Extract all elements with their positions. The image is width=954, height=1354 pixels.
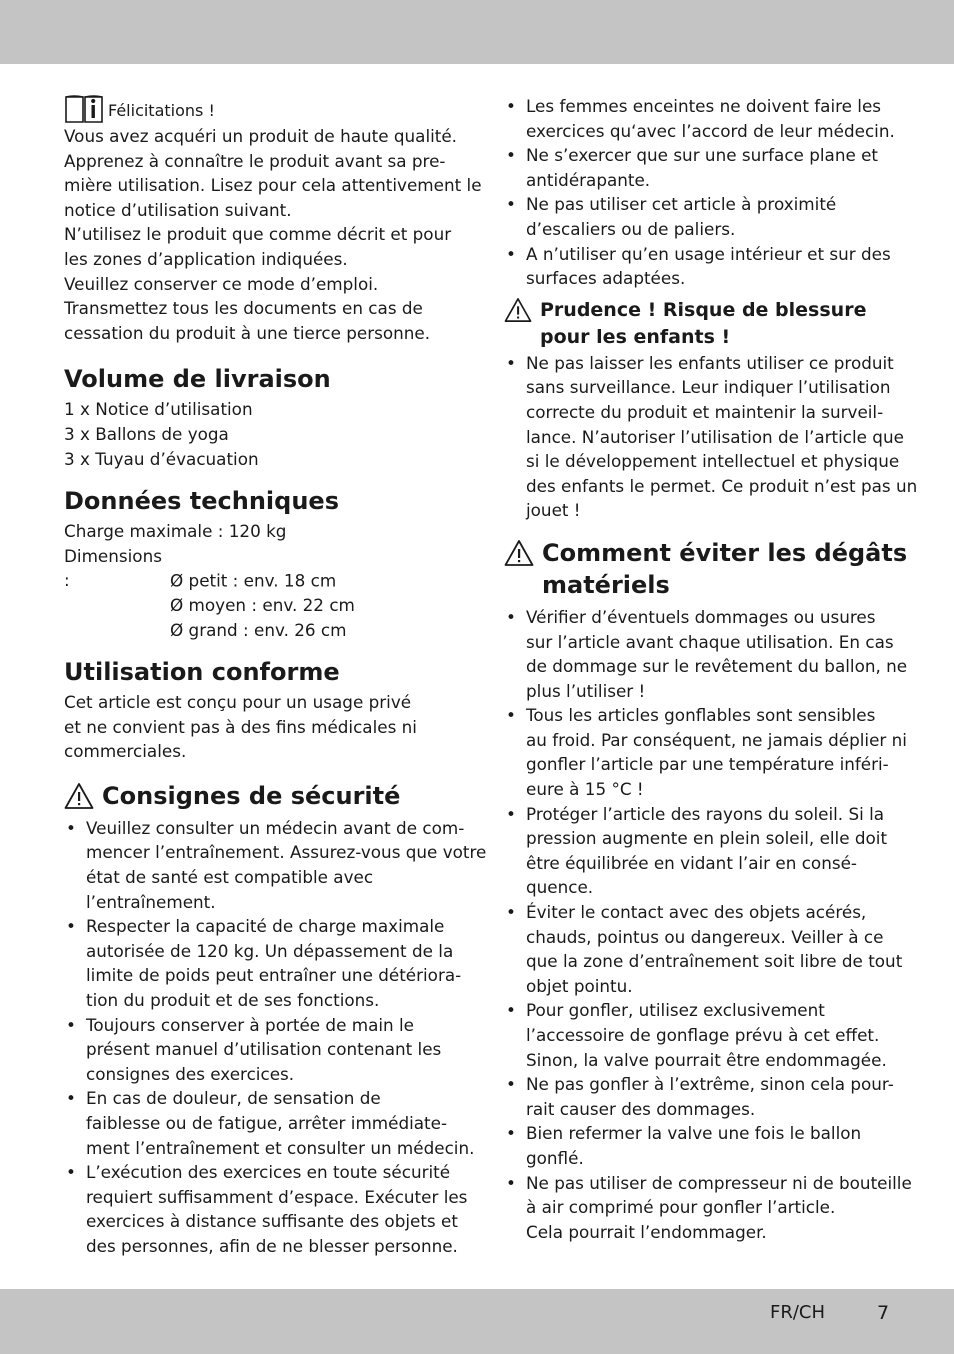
- text-line: N’utilisez le produit que comme décrit et pour: [64, 224, 452, 245]
- safety-list-continued: [504, 94, 894, 291]
- safety-item: [504, 94, 894, 143]
- text-line: Sinon, la valve pourrait être endommagée.: [526, 1049, 887, 1070]
- text-line: d’escaliers ou de paliers.: [526, 218, 736, 239]
- text-line: jouet !: [526, 500, 581, 521]
- children-title: Prudence ! Risque de blessure pour les enfants !: [540, 298, 867, 348]
- damage-item: [504, 998, 894, 1072]
- safety-item: [64, 914, 462, 1012]
- tech-dim-medium: Ø moyen : env. 22 cm: [170, 594, 355, 615]
- safety-item: [504, 143, 894, 192]
- warning-icon: [504, 297, 532, 323]
- text-line: • Ne s’exercer que sur une surface plane et: [526, 145, 879, 166]
- text-line: exercices à distance suffisante des objets et: [86, 1211, 458, 1232]
- text-line: • Protéger l’article des rayons du soleil. Si la: [526, 803, 885, 824]
- page-number: 7: [877, 1302, 890, 1324]
- text-line: à air comprimé pour gonfler l’article.: [526, 1197, 836, 1218]
- safety-item: [64, 1160, 468, 1258]
- text-line: antidérapante.: [526, 169, 651, 190]
- text-line: objet pointu.: [526, 975, 633, 996]
- text-line: • L’exécution des exercices en toute sécurité: [86, 1162, 451, 1183]
- text-line: • Ne pas gonfler à l’extrême, sinon cela pour-: [526, 1074, 894, 1095]
- text-line: • Respecter la capacité de charge maximale: [86, 916, 445, 937]
- damage-item: [504, 802, 894, 900]
- text-line: des enfants le permet. Ce produit n’est pas un: [526, 475, 918, 496]
- text-line: que la zone d’entraînement soit libre de tout: [526, 951, 903, 972]
- tech-load: Charge maximale : 120 kg: [64, 521, 287, 542]
- text-line: limite de poids peut entraîner une détériora-: [86, 965, 462, 986]
- safety-title: Consignes de sécurité: [102, 781, 401, 810]
- warning-icon: [64, 782, 94, 810]
- safety-heading: [64, 780, 456, 812]
- text-line: sur l’article avant chaque utilisation. En cas: [526, 631, 894, 652]
- damage-item: [504, 1171, 912, 1245]
- text-line: Cela pourrait l’endommager.: [526, 1221, 767, 1242]
- tech-dim-small: Ø petit : env. 18 cm: [170, 570, 337, 591]
- text-line: mière utilisation. Lisez pour cela attentivement le: [64, 175, 482, 196]
- manual-info-icon: [64, 94, 104, 124]
- tech-data: [64, 519, 456, 642]
- text-line: eure à 15 °C !: [526, 779, 644, 800]
- safety-item: [64, 1086, 475, 1160]
- safety-item: [64, 1013, 456, 1087]
- text-line: • Tous les articles gonflables sont sensibles: [526, 705, 876, 726]
- text-line: Transmettez tous les documents en cas de: [64, 298, 423, 319]
- intro-heading: [64, 94, 456, 124]
- delivery-title: Volume de livraison: [64, 365, 331, 394]
- text-line: être équilibrée en vidant l’air en consé-: [526, 852, 857, 873]
- text-line: • Toujours conserver à portée de main le: [86, 1014, 414, 1035]
- safety-item: [504, 192, 894, 241]
- text-line: surfaces adaptées.: [526, 268, 686, 289]
- text-line: tion du produit et de ses fonctions.: [86, 990, 380, 1011]
- text-line: sans surveillance. Leur indiquer l’utilisation: [526, 377, 891, 398]
- damage-list: [504, 605, 912, 1244]
- children-heading: [504, 297, 894, 351]
- text-line: 1 x Notice d’utilisation: [64, 399, 253, 420]
- damage-item: [504, 900, 903, 998]
- text-line: • En cas de douleur, de sensation de: [86, 1088, 381, 1109]
- damage-title: Comment éviter les dégâts matériels: [542, 538, 908, 599]
- text-line: état de santé est compatible avec: [86, 867, 374, 888]
- text-line: l’accessoire de gonflage prévu à cet effet.: [526, 1025, 880, 1045]
- intro-title: Félicitations !: [108, 101, 215, 121]
- use-text: [64, 690, 456, 764]
- text-line: Vous avez acquéri un produit de haute qualité.: [64, 126, 458, 146]
- text-line: ment l’entraînement et consulter un médecin.: [86, 1137, 475, 1158]
- text-line: • Pour gonfler, utilisez exclusivement: [526, 1000, 825, 1021]
- text-line: présent manuel d’utilisation contenant les: [86, 1039, 442, 1060]
- footer-language: FR/CH: [770, 1302, 826, 1323]
- text-line: pression augmente en plein soleil, elle doit: [526, 828, 888, 849]
- text-line: Cet article est conçu pour un usage privé: [64, 692, 412, 713]
- text-line: faiblesse ou de fatigue, arrêter immédiate-: [86, 1113, 448, 1133]
- text-line: 3 x Ballons de yoga: [64, 423, 229, 444]
- text-line: • Les femmes enceintes ne doivent faire les: [526, 96, 882, 116]
- safety-item: [504, 242, 894, 291]
- text-line: notice d’utilisation suivant.: [64, 199, 292, 220]
- text-line: si le développement intellectuel et physique: [526, 451, 900, 472]
- text-line: Apprenez à connaître le produit avant sa pre-: [64, 150, 446, 171]
- warning-icon: [504, 539, 534, 567]
- tech-dim-label: Dimensions :: [64, 545, 162, 591]
- text-line: les zones d’application indiquées.: [64, 248, 348, 269]
- text-line: consignes des exercices.: [86, 1063, 295, 1084]
- text-line: autorisée de 120 kg. Un dépassement de la: [86, 940, 454, 961]
- damage-item: [504, 1072, 894, 1121]
- header-band: [0, 0, 954, 64]
- text-line: • Éviter le contact avec des objets acérés,: [526, 902, 867, 923]
- text-line: quence.: [526, 877, 594, 898]
- damage-item: [504, 605, 908, 703]
- text-line: gonflé.: [526, 1147, 584, 1168]
- right-column: [504, 94, 918, 1244]
- text-line: des personnes, afin de ne blesser personne.: [86, 1235, 458, 1256]
- text-line: • Veuillez consulter un médecin avant de com-: [86, 817, 465, 838]
- text-line: au froid. Par conséquent, ne jamais déplier ni: [526, 729, 907, 750]
- text-line: gonfler l’article par une température inféri-: [526, 754, 889, 775]
- text-line: l’entraînement.: [86, 891, 216, 912]
- text-line: • A n’utiliser qu’en usage intérieur et sur des: [526, 243, 891, 264]
- damage-item: [504, 703, 907, 801]
- text-line: • Vérifier d’éventuels dommages ou usures: [526, 606, 876, 627]
- safety-item: [64, 816, 487, 914]
- text-line: commerciales.: [64, 741, 187, 762]
- text-line: Veuillez conserver ce mode d’emploi.: [64, 273, 379, 294]
- intro-text: [64, 124, 482, 345]
- text-line: cessation du produit à une tierce personne.: [64, 322, 431, 343]
- children-item: [504, 351, 918, 523]
- text-line: lance. N’autoriser l’utilisation de l’article que: [526, 426, 904, 447]
- delivery-list: [64, 397, 456, 471]
- children-list: [504, 351, 918, 523]
- text-line: et ne convient pas à des fins médicales ni: [64, 716, 417, 737]
- text-line: rait causer des dommages.: [526, 1098, 756, 1119]
- text-line: • Ne pas laisser les enfants utiliser ce produit: [526, 352, 894, 373]
- damage-item: [504, 1121, 894, 1170]
- tech-title: Données techniques: [64, 487, 339, 516]
- text-line: correcte du produit et maintenir la surveil-: [526, 401, 884, 422]
- text-line: • Ne pas utiliser de compresseur ni de bouteille: [526, 1172, 912, 1193]
- left-column: [64, 94, 487, 1259]
- text-line: chauds, pointus ou dangereux. Veiller à ce: [526, 926, 884, 947]
- text-line: mencer l’entraînement. Assurez-vous que votre: [86, 842, 487, 863]
- text-line: de dommage sur le revêtement du ballon, ne: [526, 656, 908, 677]
- text-line: plus l’utiliser !: [526, 680, 646, 701]
- text-line: requiert suffisamment d’espace. Exécuter les: [86, 1186, 468, 1207]
- text-line: exercices qu‘avec l’accord de leur médecin.: [526, 120, 895, 141]
- text-line: • Bien refermer la valve une fois le ballon: [526, 1123, 862, 1144]
- tech-dim-large: Ø grand : env. 26 cm: [170, 619, 347, 640]
- safety-list: [64, 816, 487, 1259]
- use-title: Utilisation conforme: [64, 658, 340, 687]
- text-line: 3 x Tuyau d’évacuation: [64, 448, 259, 469]
- damage-heading: [504, 537, 908, 601]
- text-line: • Ne pas utiliser cet article à proximité: [526, 194, 837, 215]
